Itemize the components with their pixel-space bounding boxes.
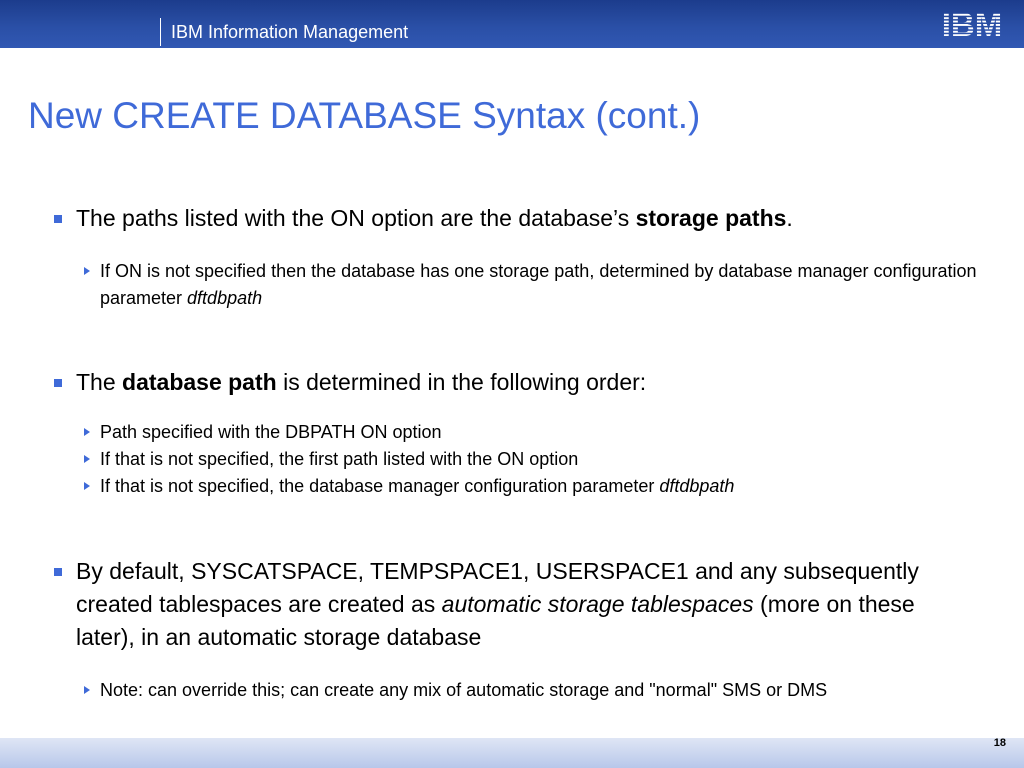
page-number: 18 — [993, 737, 1006, 749]
org-name: IBM Information Management — [171, 22, 409, 42]
square-bullet-icon — [54, 379, 62, 387]
sub-bullet-text: Note: can override this; can create any mix of automatic storage and "normal" SMS or DMS — [100, 680, 828, 700]
bullet-bold-text: storage paths — [635, 205, 787, 231]
sub-bullet-dftdbpath — [100, 473, 990, 500]
bullet-text-end: is determined in the following order: — [276, 369, 647, 395]
triangle-bullet-icon — [84, 455, 90, 463]
sub-bullet-text: If that is not specified, the first path listed with the ON option — [100, 449, 579, 469]
bullet-bold-text: database path — [122, 369, 277, 395]
bullet-automatic-storage — [76, 555, 956, 654]
sub-bullet-first-on-path — [100, 446, 990, 473]
bullet-text: By default, SYSCATSPACE, TEMPSPACE1, USERSPACE1 and any subsequently created tablespaces are created as — [76, 558, 919, 617]
triangle-bullet-icon — [84, 686, 90, 694]
footer-bar — [0, 738, 1024, 768]
square-bullet-icon — [54, 568, 62, 576]
sub-bullet-text: Path specified with the DBPATH ON option — [100, 422, 442, 442]
bullet-text: The paths listed with the ON option are the database’s — [76, 205, 636, 231]
bullet-text-end: (more on these later), in an automatic storage database — [76, 591, 915, 650]
sub-bullet-text: If ON is not specified then the database has one storage path, determined by database manager configuration parameter — [100, 261, 977, 308]
sub-bullet-italic-text: dftdbpath — [659, 476, 735, 496]
bullet-italic-text: automatic storage tablespaces — [441, 591, 754, 617]
slide-title: New CREATE DATABASE Syntax (cont.) — [28, 95, 701, 136]
square-bullet-icon — [54, 215, 62, 223]
sub-bullet-note — [100, 677, 980, 704]
ibm-logo-text: IBM — [941, 7, 1003, 41]
triangle-bullet-icon — [84, 482, 90, 490]
triangle-bullet-icon — [84, 267, 90, 275]
bullet-text: The — [76, 369, 123, 395]
bullet-text-end: . — [786, 205, 793, 231]
sub-bullet-italic-text: dftdbpath — [187, 288, 263, 308]
sub-bullet-dftdbpath-default — [100, 258, 990, 312]
bullet-database-path — [76, 366, 976, 399]
bullet-storage-paths — [76, 202, 976, 235]
triangle-bullet-icon — [84, 428, 90, 436]
sub-bullet-dbpath-on — [100, 419, 990, 446]
sub-bullet-text: If that is not specified, the database manager configuration parameter — [100, 476, 660, 496]
